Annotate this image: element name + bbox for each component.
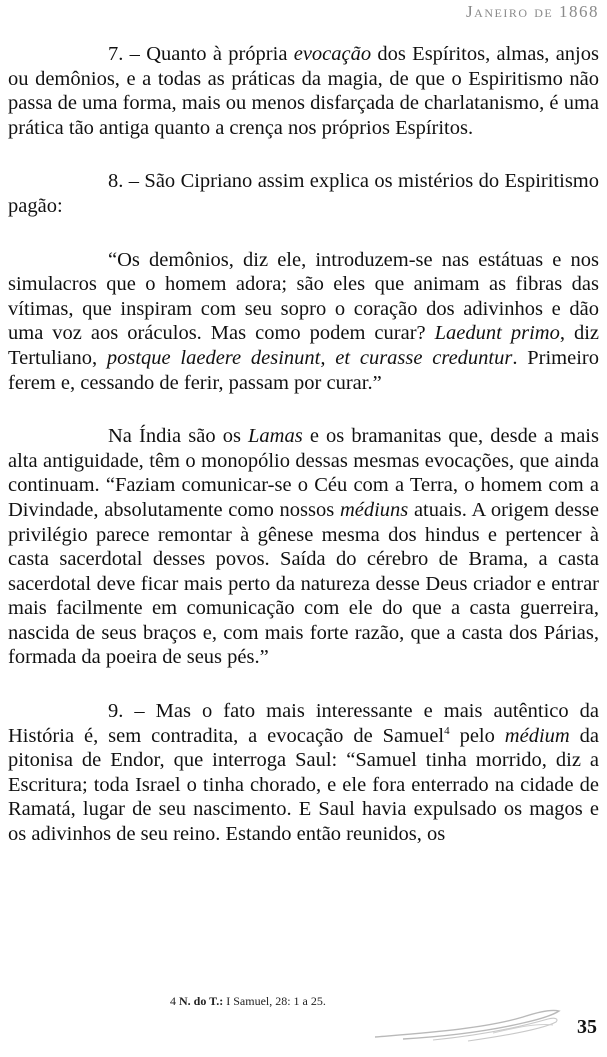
- quote-latin-1: Laedunt primo: [434, 322, 560, 345]
- india-italic-2: médiuns: [339, 498, 409, 521]
- page-swirl-ornament-icon: [373, 1003, 563, 1043]
- paragraph-7-italic: evocação: [293, 43, 372, 65]
- quote-paragraph: [8, 248, 599, 396]
- paragraph-8: [8, 169, 599, 218]
- india-paragraph: [8, 424, 599, 670]
- footnote-text: I Samuel, 28: 1 a 25.: [223, 994, 326, 1008]
- paragraph-9-text-3: da pitonisa de Endor, que interroga Saul: “Samuel tinha morrido, diz a Escritura; toda Israel o tinha chorado, e ele fora enterrado na cidade de Ramatá, lugar de seu nascimento. E Saul havia expulsado os magos e os adivinhos de seu reino. Estando então reunidos, os: [8, 724, 599, 846]
- paragraph-9-italic: médium: [504, 724, 570, 747]
- footnote: [170, 994, 326, 1009]
- page-number: 35: [577, 1016, 597, 1038]
- india-text-2: e os bramanitas que, desde a mais alta antiguidade, têm o monopólio dessas mesmas evocações, que ainda continuam. “Faziam comunicar-se o Céu com a Terra, o homem com a Divindade, absolutamente como nossos: [8, 425, 599, 521]
- footnote-reference[interactable]: 4: [444, 724, 450, 737]
- paragraph-8-text: 8. – São Cipriano assim explica os mistérios do Espiritismo pagão:: [8, 170, 599, 217]
- paragraph-9: [8, 699, 599, 847]
- paragraph-7-text: 7. – Quanto à própria: [108, 43, 294, 65]
- quote-text-1: “Os demônios, diz ele, introduzem-se nas estátuas e nos simulacros que o homem adora; são eles que animam as fibras das vítimas, que inspiram com seu sopro o coração dos adivinhos e dão uma voz aos oráculos. Mas como podem curar?: [8, 248, 599, 345]
- footnote-label: N. do T.:: [179, 994, 224, 1008]
- paragraph-7-rest: dos Espíritos, almas, anjos ou demônios, e a todas as práticas da magia, de que o Espiritismo não passa de uma forma, mais ou menos disfarçada de charlatanismo, é uma prática tão antiga quanto a crença nos próprios Espíritos.: [8, 43, 599, 139]
- footnote-number: 4: [170, 994, 179, 1008]
- paragraph-9-text-2: pelo: [449, 724, 505, 747]
- paragraph-9-text-1: 9. – Mas o fato mais interessante e mais autêntico da História é, sem contradita, a evocação de Samuel: [8, 700, 599, 747]
- india-italic-1: Lamas: [248, 425, 303, 448]
- paragraph-7: [8, 42, 599, 140]
- page-body: [8, 42, 599, 876]
- india-text-3: atuais. A origem desse privilégio parece remontar à gênese mesma dos hindus e pertencer à casta sacerdotal desses povos. Saída do cérebro de Brama, a casta sacerdotal deve ficar mais perto da natureza desse Deus criador e entrar mais facilmente em comunicação com ele do que a casta guerreira, nascida de seus braços e, com mais forte razão, que a casta dos Párias, formada da poeira de seus pés.”: [8, 498, 599, 669]
- india-text-1: Na Índia são os: [108, 425, 249, 448]
- running-header: Janeiro de 1868: [466, 2, 599, 21]
- quote-latin-2: postque laedere desinunt, et curasse creduntur: [106, 346, 513, 369]
- quote-text-2: , diz Tertuliano,: [8, 322, 599, 369]
- quote-text-3: . Primeiro ferem e, cessando de ferir, passam por curar.”: [8, 346, 599, 394]
